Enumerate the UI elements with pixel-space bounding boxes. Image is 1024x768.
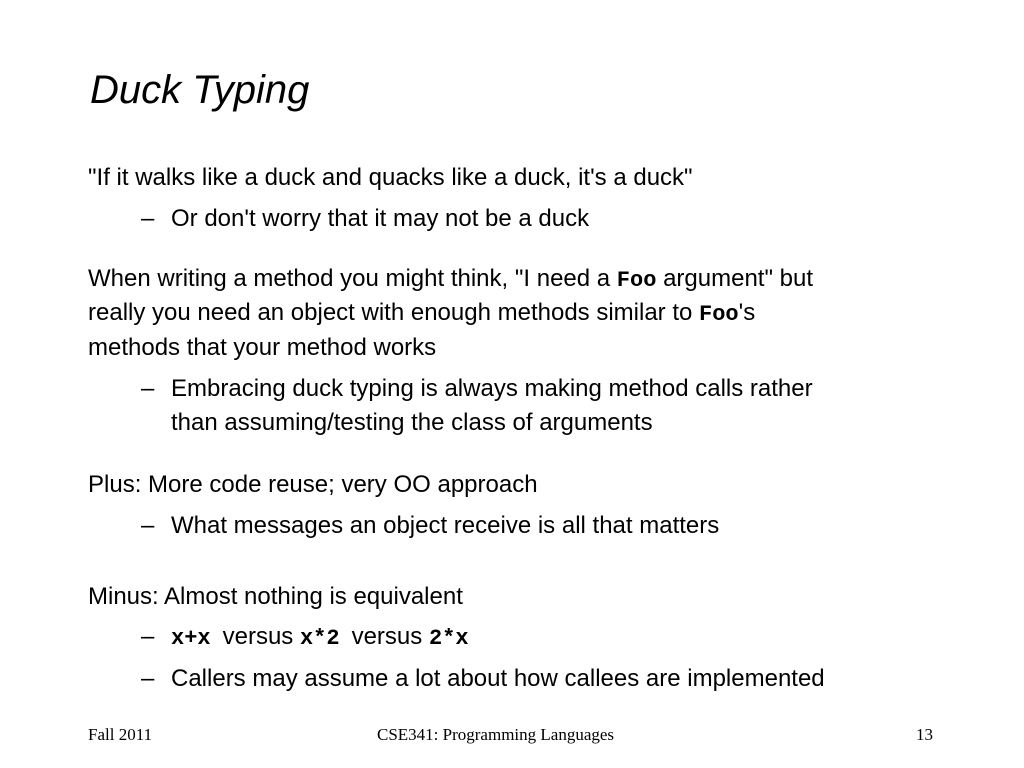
sub-bullet-expressions (171, 620, 469, 656)
text-versus: versus (222, 623, 294, 650)
text-fragment: 's (738, 299, 756, 326)
text-fragment: really you need an object with enough methods similar to (88, 299, 700, 326)
bullet-plus: Plus: More code reuse; very OO approach (88, 471, 538, 498)
sub-bullet-dash: – (141, 205, 155, 232)
bullet-writing-method-line3: methods that your method works (88, 334, 437, 361)
bullet-writing-method-line1 (88, 262, 813, 298)
code-x-plus-x: x+x (171, 626, 211, 651)
bullet-writing-method-line2 (88, 296, 755, 332)
code-2-times-x: 2*x (428, 626, 469, 651)
sub-bullet-messages: What messages an object receive is all that matters (171, 512, 720, 539)
sub-bullet-dash: – (141, 623, 155, 650)
bullet-duck-quote: "If it walks like a duck and quacks like a duck, it's a duck" (88, 164, 693, 191)
sub-bullet-embracing-line1: Embracing duck typing is always making method calls rather (171, 375, 813, 402)
footer-course: CSE341: Programming Languages (377, 725, 615, 744)
code-foo: Foo (699, 302, 739, 327)
code-foo: Foo (616, 268, 657, 293)
sub-bullet-not-duck: Or don't worry that it may not be a duck (171, 205, 590, 232)
sub-bullet-dash: – (141, 665, 155, 692)
sub-bullet-embracing-line2: than assuming/testing the class of arguments (171, 409, 653, 436)
footer-page-number: 13 (916, 725, 933, 744)
text-fragment: argument" but (656, 265, 814, 292)
text-fragment: When writing a method you might think, "I need a (88, 265, 617, 292)
sub-bullet-dash: – (141, 512, 155, 539)
footer-date: Fall 2011 (88, 725, 153, 744)
sub-bullet-callers: Callers may assume a lot about how callees are implemented (171, 665, 825, 692)
text-versus: versus (351, 623, 423, 650)
slide-title: Duck Typing (90, 68, 310, 112)
sub-bullet-dash: – (141, 375, 155, 402)
code-x-times-2: x*2 (299, 626, 340, 651)
bullet-minus: Minus: Almost nothing is equivalent (88, 583, 463, 610)
